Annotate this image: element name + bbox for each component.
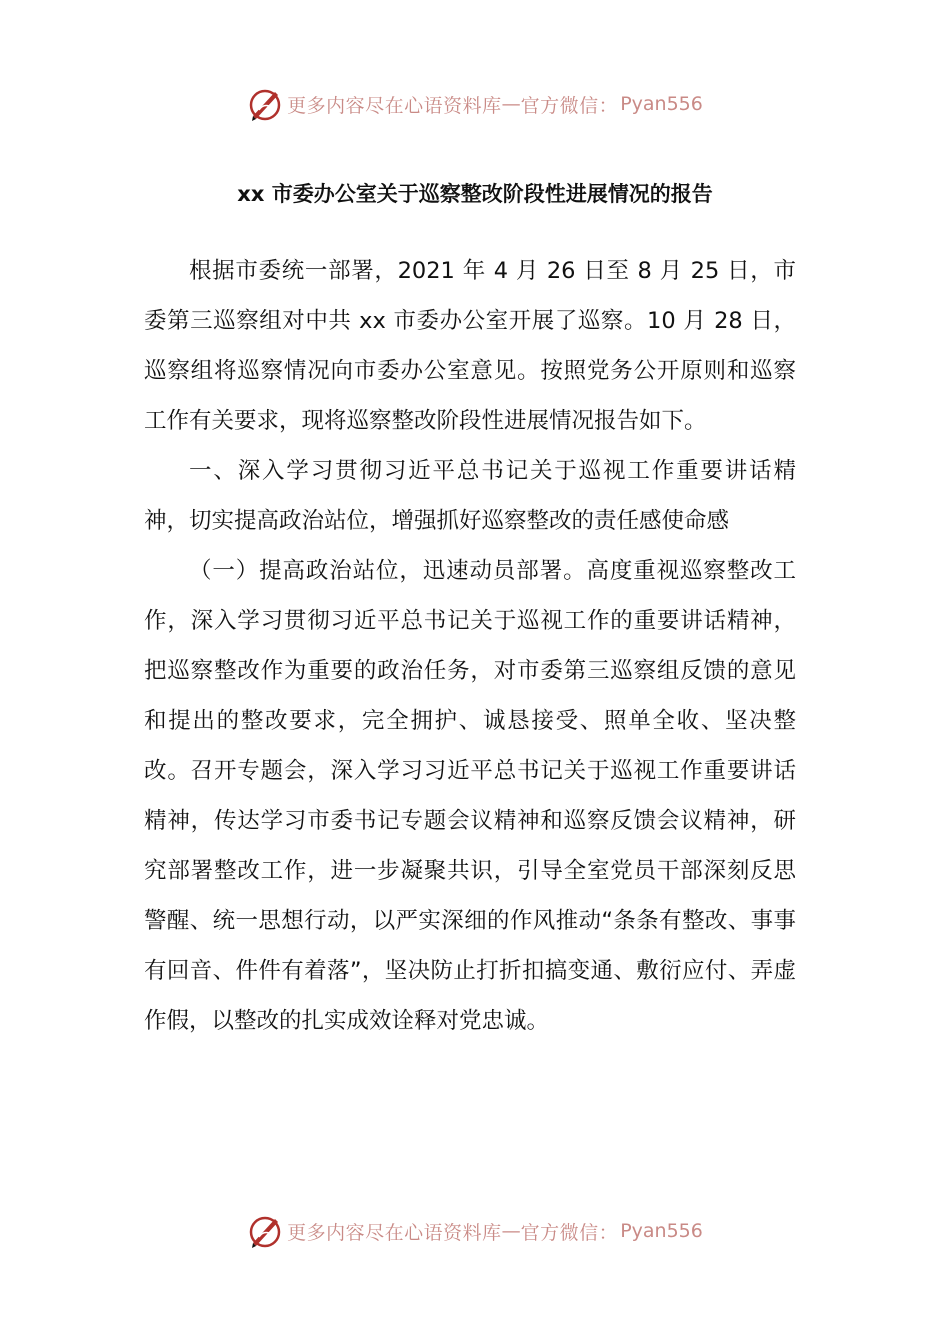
watermark-wechat-id: Pyan556 bbox=[620, 1220, 703, 1242]
watermark-text: 更多内容尽在心语资料库 bbox=[287, 94, 502, 117]
footer-watermark bbox=[0, 1211, 950, 1251]
watermark-label: 官方微信： bbox=[520, 94, 619, 117]
document-body bbox=[144, 246, 796, 1046]
pen-logo-icon bbox=[247, 86, 283, 122]
watermark-separator: — bbox=[501, 1220, 521, 1242]
watermark-wechat-id: Pyan556 bbox=[620, 93, 703, 115]
paragraph-section-heading: 一、深入学习贯彻习近平总书记关于巡视工作重要讲话精神，切实提高政治站位，增强抓好巡察整改的责任感使命感 bbox=[144, 458, 796, 534]
paragraph-subsection: （一）提高政治站位，迅速动员部署。高度重视巡察整改工作，深入学习贯彻习近平总书记关于巡视工作的重要讲话精神，把巡察整改作为重要的政治任务，对市委第三巡察组反馈的意见和提出的整改要求，完全拥护、诚恳接受、照单全收、坚决整改。召开专题会，深入学习习近平总书记关于巡视工作重要讲话精神，传达学习市委书记专题会议精神和巡察反馈会议精神，研究部署整改工作，进一步凝聚共识，引导全室党员干部深刻反思警醒、统一思想行动，以严实深细的作风推动“条条有整改、事事有回音、件件有着落”，坚决防止打折扣搞变通、敷衍应付、弄虚作假，以整改的扎实成效诠释对党忠诚。 bbox=[144, 558, 796, 1034]
watermark-separator: — bbox=[501, 93, 521, 115]
header-watermark bbox=[0, 84, 950, 124]
paragraph-intro: 根据市委统一部署，2021 年 4 月 26 日至 8 月 25 日，市委第三巡察组对中共 xx 市委办公室开展了巡察。10 月 28 日，巡察组将巡察情况向市委办公室意见。按照党务公开原则和巡察工作有关要求，现将巡察整改阶段性进展情况报告如下。 bbox=[144, 258, 796, 434]
watermark-text: 更多内容尽在心语资料库 bbox=[287, 1221, 502, 1244]
watermark-label: 官方微信： bbox=[520, 1221, 619, 1244]
pen-logo-icon bbox=[247, 1213, 283, 1249]
document-title: xx 市委办公室关于巡察整改阶段性进展情况的报告 bbox=[237, 182, 713, 206]
